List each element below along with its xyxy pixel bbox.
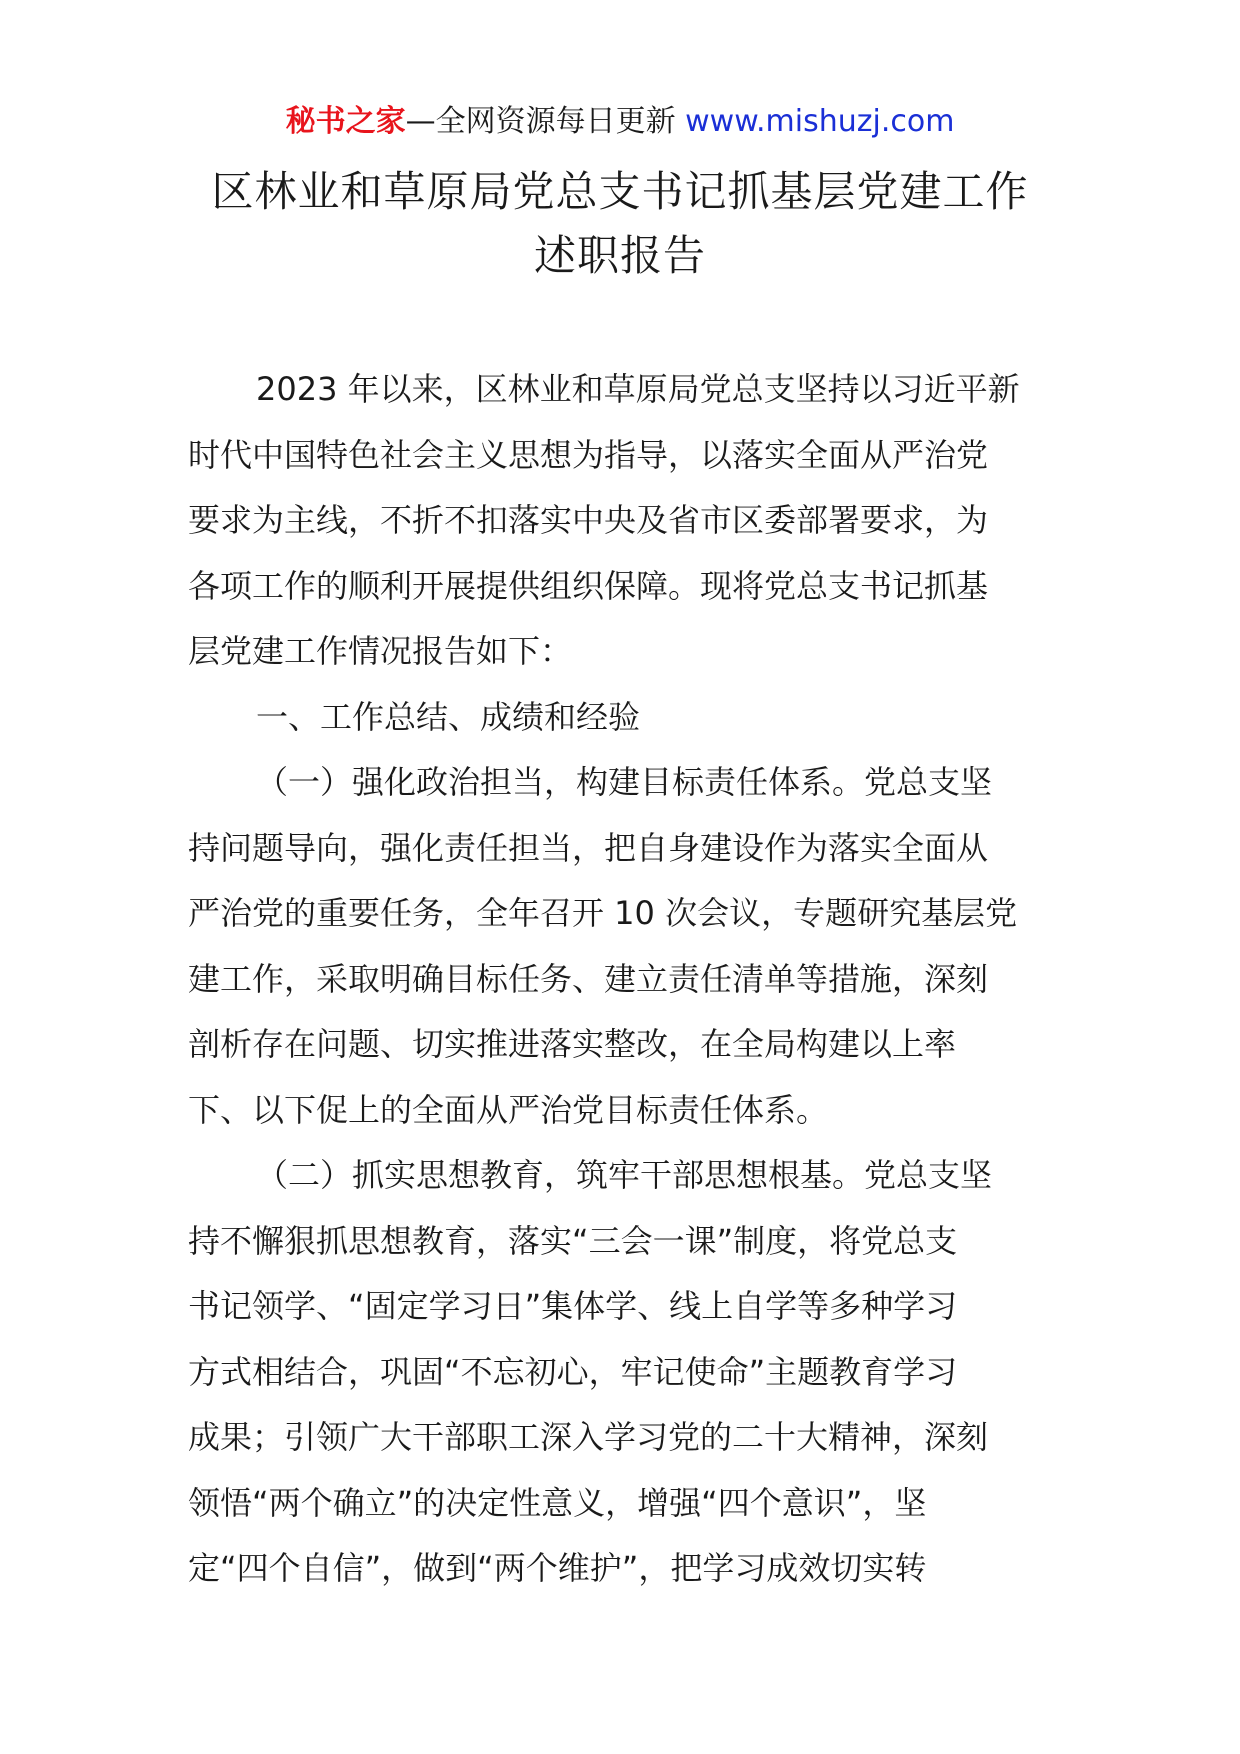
site-tagline: —全网资源每日更新 (405, 104, 686, 139)
body-line: （二）抓实思想教育，筑牢干部思想根基。党总支坚 (256, 1156, 993, 1194)
body-line: （一）强化政治担当，构建目标责任体系。党总支坚 (256, 763, 993, 801)
body-line: 方式相结合，巩固“不忘初心，牢记使命”主题教育学习 (188, 1352, 958, 1391)
site-brand: 秘书之家 (285, 104, 406, 139)
title-line-2: 述职报告 (533, 231, 706, 280)
body-line: 成果；引领广大干部职工深入学习党的二十大精神，深刻 (188, 1418, 989, 1456)
body-line: 持问题导向，强化责任担当，把自身建设作为落实全面从 (188, 828, 989, 867)
body-line: 下、以下促上的全面从严治党目标责任体系。 (188, 1090, 829, 1129)
site-url-link[interactable]: www.mishuzj.com (685, 104, 955, 139)
body-line: 持不懈狠抓思想教育，落实“三会一课”制度，将党总支 (188, 1221, 958, 1260)
body-line: 各项工作的顺利开展提供组织保障。现将党总支书记抓基 (188, 566, 989, 605)
body-line: 2023 年以来，区林业和草原局党总支坚持以习近平新 (256, 370, 1020, 408)
title-line-1: 区林业和草原局党总支书记抓基层党建工作 (211, 167, 1029, 216)
site-header (0, 100, 1240, 144)
body-line: 建工作，采取明确目标任务、建立责任清单等措施，深刻 (188, 959, 989, 998)
body-line: 要求为主线，不折不扣落实中央及省市区委部署要求，为 (188, 501, 989, 539)
body-line: 领悟“两个确立”的决定性意义，增强“四个意识”，坚 (188, 1483, 927, 1522)
document-title (0, 160, 1240, 288)
section-heading: 一、工作总结、成绩和经验 (256, 697, 641, 736)
body-line: 层党建工作情况报告如下： (188, 632, 573, 670)
body-line: 严治党的重要任务，全年召开 10 次会议，专题研究基层党 (188, 894, 1018, 932)
body-line: 剖析存在问题、切实推进落实整改，在全局构建以上率 (188, 1025, 957, 1063)
body-line: 定“四个自信”，做到“两个维护”，把学习成效切实转 (188, 1549, 927, 1587)
body-line: 时代中国特色社会主义思想为指导，以落实全面从严治党 (188, 435, 989, 474)
body-line: 书记领学、“固定学习日”集体学、线上自学等多种学习 (188, 1287, 958, 1325)
document-body (188, 357, 1058, 1602)
